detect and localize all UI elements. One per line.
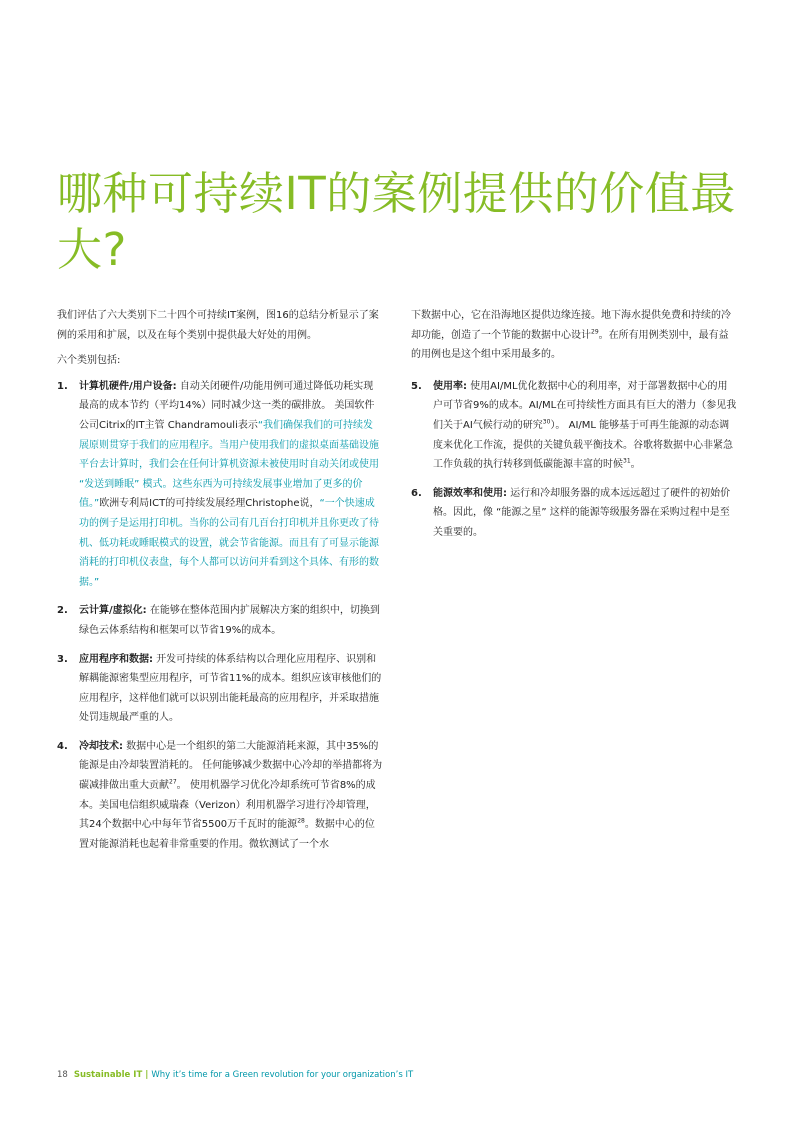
list-item-cloud	[57, 601, 383, 640]
item-quote: “一个快速成功的例子是运用打印机。当你的公司有几百台打印机并且你更改了待机、低功耗或睡眠模式的设置，就会节省能源。而且有了可显示能源消耗的打印机仪表盘，每个人都可以访问并看到这个具体、有形的数据。”	[79, 498, 379, 588]
left-column	[57, 306, 383, 863]
item-body	[79, 377, 383, 593]
item-text: 自动关闭硬件/功能用例可通过降低功耗实现最高的成本节约（平均14%）同时减少这一类的碳排放。 美国软件公司Citrix的IT主管 Chandramouli表示	[79, 380, 375, 431]
item-lead: 计算机硬件/用户设备:	[79, 380, 177, 392]
page-footer	[57, 1070, 413, 1080]
item-text: 。	[630, 459, 641, 471]
footnote-ref: 29	[591, 328, 599, 336]
item-lead: 云计算/虚拟化:	[79, 605, 147, 617]
footer-separator: |	[145, 1070, 149, 1080]
item-lead: 使用率:	[433, 380, 467, 392]
item-text: 使用AI/ML优化数据中心的利用率，对于部署数据中心的用户可节省9%的成本。AI/ML在可持续性方面具有巨大的潜力（参见我们关于AI气候行动的研究	[433, 380, 737, 431]
item-number: 4.	[57, 740, 68, 752]
list-item-cooling-continued	[411, 306, 737, 365]
item-body	[433, 484, 737, 543]
list-item-energy-efficiency	[411, 484, 737, 543]
item-number: 1.	[57, 380, 68, 392]
item-body	[411, 306, 737, 365]
item-text: 。数据中心的位置对能源消耗也起着非常重要的作用。微软测试了一个水	[79, 819, 375, 850]
list-item-utilization	[411, 377, 737, 475]
item-lead: 能源效率和使用:	[433, 487, 507, 499]
footer-brand: Sustainable IT	[73, 1070, 143, 1080]
item-body	[79, 601, 383, 640]
item-number: 3.	[57, 653, 68, 665]
item-text: 数据中心是一个组织的第二大能源消耗来源，其中35%的能源是由冷却装置消耗的。 任何能够减少数据中心冷却的举措都将为碳减排做出重大贡献	[79, 740, 383, 792]
footnote-ref: 30	[542, 418, 551, 426]
list-item-applications	[57, 650, 383, 728]
item-quote: “我们确保我们的可持续发展原则贯穿于我们的应用程序。当用户使用我们的虚拟桌面基础设施平台去计算时，我们会在任何计算机资源未被使用时自动关闭或使用 “发送到睡眠” 模式。这些东西为可持续发展事业增加了更多的价值。”	[79, 419, 379, 510]
item-text: 。 使用机器学习优化冷却系统可节省8%的成本。美国电信组织威瑞森（Verizon）利用机器学习进行冷却管理， 其24个数据中心中每年节省5500万千瓦时的能源	[79, 780, 376, 831]
item-text: 运行和冷却服务器的成本远远超过了硬件的初始价格。因此，像 “能源之星” 这样的能源等级服务器在采购过程中是至关重要的。	[433, 487, 731, 538]
item-text: 下数据中心，它在沿海地区提供边缘连接。地下海水提供免费和持续的冷却功能，创造了一个节能的数据中心设计	[411, 310, 731, 341]
item-text: 在能够在整体范围内扩展解决方案的组织中，切换到绿色云体系结构和框架可以节省19%的成本。	[79, 605, 380, 636]
item-text: ）。 AI/ML 能够基于可再生能源的动态调度来优化工作流，提供的关键负载平衡技术。谷歌将数据中心非紧急工作负载的执行转移到低碳能源丰富的时候	[433, 419, 733, 471]
footer-subtitle: Why it’s time for a Green revolution for your organization’s IT	[151, 1070, 414, 1080]
footnote-ref: 28	[297, 817, 305, 825]
item-body	[79, 737, 383, 855]
item-body	[79, 650, 383, 728]
item-body	[433, 377, 737, 475]
item-number: 2.	[57, 605, 68, 617]
list-item-cooling	[57, 737, 383, 855]
categories-intro: 六个类别包括:	[57, 355, 121, 367]
footnote-ref: 31	[623, 457, 631, 465]
right-column	[411, 306, 737, 552]
item-text: 。在所有用例类别中，最有益的用例也是这个组中采用最多的。	[411, 329, 729, 361]
page-number: 18	[57, 1070, 68, 1080]
intro-paragraph: 我们评估了六大类别下二十四个可持续IT案例，图16的总结分析显示了案例的采用和扩展，以及在每个类别中提供最大好处的用例。	[57, 310, 379, 341]
item-number: 6.	[411, 487, 422, 499]
list-item-hardware	[57, 377, 383, 593]
item-text: 欧洲专利局ICT的可持续发展经理Christophe说，	[99, 498, 320, 510]
item-number: 5.	[411, 380, 422, 392]
footnote-ref: 27	[169, 778, 177, 786]
item-lead: 应用程序和数据:	[79, 653, 153, 665]
page-title: 哪种可持续IT的案例提供的价值最大?	[57, 167, 736, 276]
item-text: 开发可持续的体系结构以合理化应用程序、识别和解耦能源密集型应用程序，可节省11%的成本。组织应该审核他们的应用程序，这样他们就可以识别出能耗最高的应用程序，并采取措施处罚违规最严重的人。	[79, 653, 382, 724]
item-lead: 冷却技术:	[79, 740, 123, 752]
